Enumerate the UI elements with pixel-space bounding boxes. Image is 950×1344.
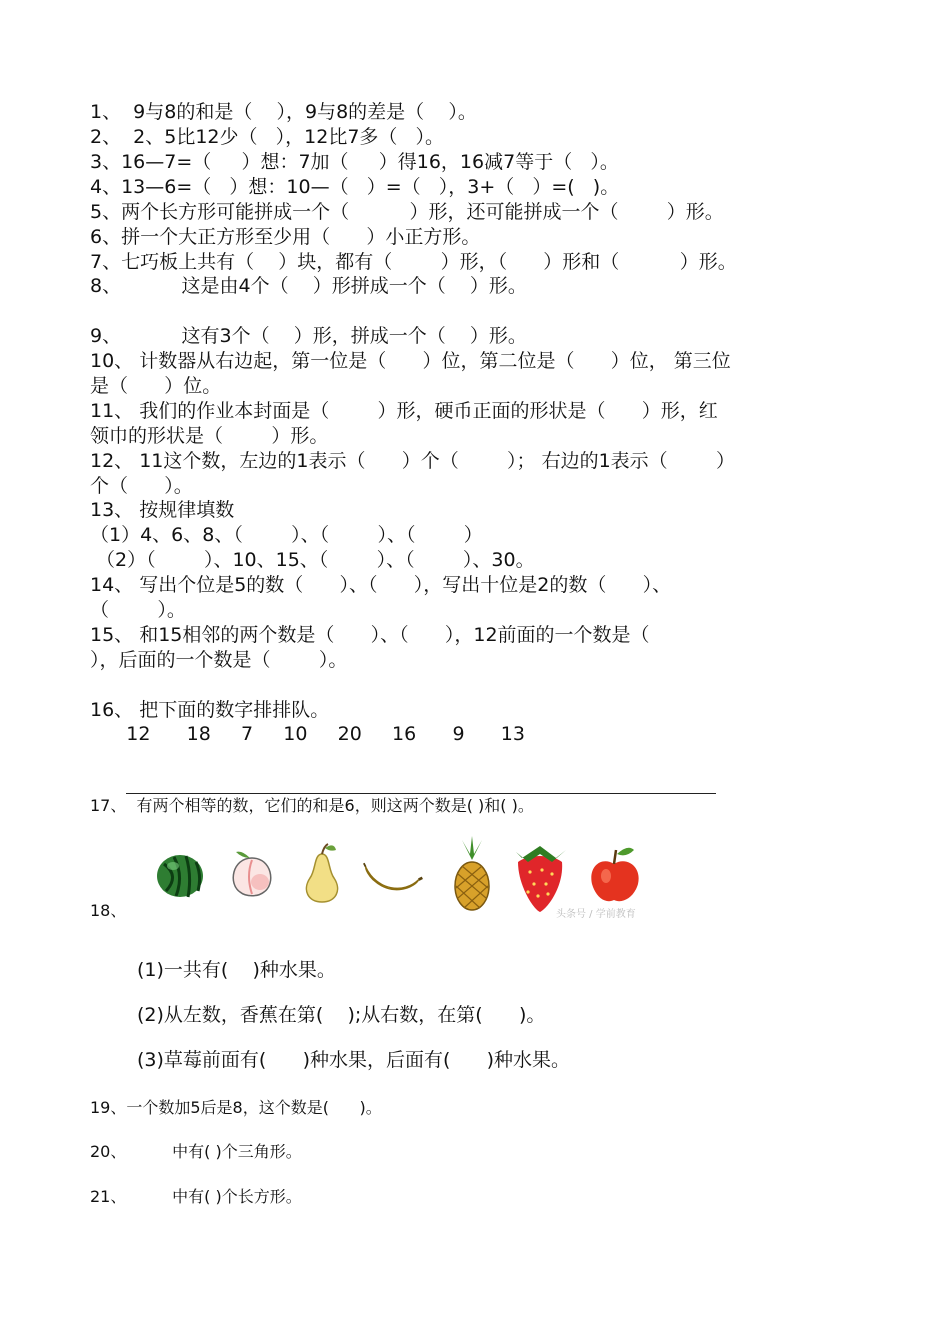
q5: 5、两个长方形可能拼成一个（ ）形，还可能拼成一个（ ）形。 bbox=[90, 201, 724, 223]
q17: 17、 有两个相等的数，它们的和是6，则这两个数是( )和( )。 bbox=[90, 796, 534, 815]
q18-sub3: (3)草莓前面有( )种水果，后面有( )种水果。 bbox=[137, 1049, 571, 1071]
q16-title: 16、 把下面的数字排排队。 bbox=[90, 699, 330, 721]
banana-icon bbox=[362, 836, 426, 916]
q4: 4、13—6=（ ）想：10—（ ）=（ ），3+（ ）=( )。 bbox=[90, 176, 620, 198]
q13-title: 13、 按规律填数 bbox=[90, 499, 235, 521]
q15-line2: ），后面的一个数是（ ）。 bbox=[90, 649, 348, 671]
q8: 8、 这是由4个（ ）形拼成一个（ ）形。 bbox=[90, 275, 527, 297]
q10-line1: 10、 计数器从右边起，第一位是（ ）位，第二位是（ ）位， 第三位 bbox=[90, 350, 731, 372]
apple-icon bbox=[582, 836, 646, 916]
q10-line2: 是（ ）位。 bbox=[90, 375, 222, 397]
q18-label: 18、 bbox=[90, 901, 127, 920]
q6: 6、拼一个大正方形至少用（ ）小正方形。 bbox=[90, 226, 481, 248]
q14-line2: （ ）。 bbox=[90, 599, 186, 621]
q19: 19、一个数加5后是8，这个数是( )。 bbox=[90, 1098, 382, 1117]
q16-numbers: 12 18 7 10 20 16 9 13 bbox=[90, 723, 525, 745]
q18-sub1: (1)一共有( )种水果。 bbox=[137, 959, 336, 981]
peach-icon bbox=[220, 836, 284, 916]
q7: 7、七巧板上共有（ ）块，都有（ ）形，（ ）形和（ ）形。 bbox=[90, 251, 737, 273]
q11-line1: 11、 我们的作业本封面是（ ）形，硬币正面的形状是（ ）形，红 bbox=[90, 400, 718, 422]
q2: 2、 2、5比12少（ ），12比7多（ ）。 bbox=[90, 126, 445, 148]
strawberry-icon bbox=[508, 836, 572, 916]
q21: 21、 中有( )个长方形。 bbox=[90, 1187, 302, 1206]
q15-line1: 15、 和15相邻的两个数是（ ）、（ ），12前面的一个数是（ bbox=[90, 624, 650, 646]
watermark: 头条号 / 学前教育 bbox=[556, 909, 636, 920]
q12-line1: 12、 11这个数，左边的1表示（ ）个（ ）； 右边的1表示（ ） bbox=[90, 450, 735, 472]
q20: 20、 中有( )个三角形。 bbox=[90, 1142, 302, 1161]
q18-sub2: (2)从左数，香蕉在第( );从右数，在第( )。 bbox=[137, 1004, 546, 1026]
q1: 1、 9与8的和是（ ），9与8的差是（ ）。 bbox=[90, 101, 477, 123]
q3: 3、16—7=（ ）想：7加（ ）得16，16减7等于（ ）。 bbox=[90, 151, 619, 173]
q14-line1: 14、 写出个位是5的数（ ）、（ ），写出十位是2的数（ ）、 bbox=[90, 574, 672, 596]
watermelon-icon bbox=[150, 836, 214, 916]
q11-line2: 领巾的形状是（ ）形。 bbox=[90, 425, 329, 447]
q13-part1: （1）4、6、8、（ ）、（ ）、（ ） bbox=[90, 524, 483, 546]
pineapple-icon bbox=[440, 836, 504, 916]
pear-icon bbox=[292, 836, 356, 916]
q9: 9、 这有3个（ ）形，拼成一个（ ）形。 bbox=[90, 325, 527, 347]
q12-line2: 个（ ）。 bbox=[90, 475, 193, 497]
q13-part2: （2）（ ）、10、15、（ ）、（ ）、30。 bbox=[90, 549, 535, 571]
